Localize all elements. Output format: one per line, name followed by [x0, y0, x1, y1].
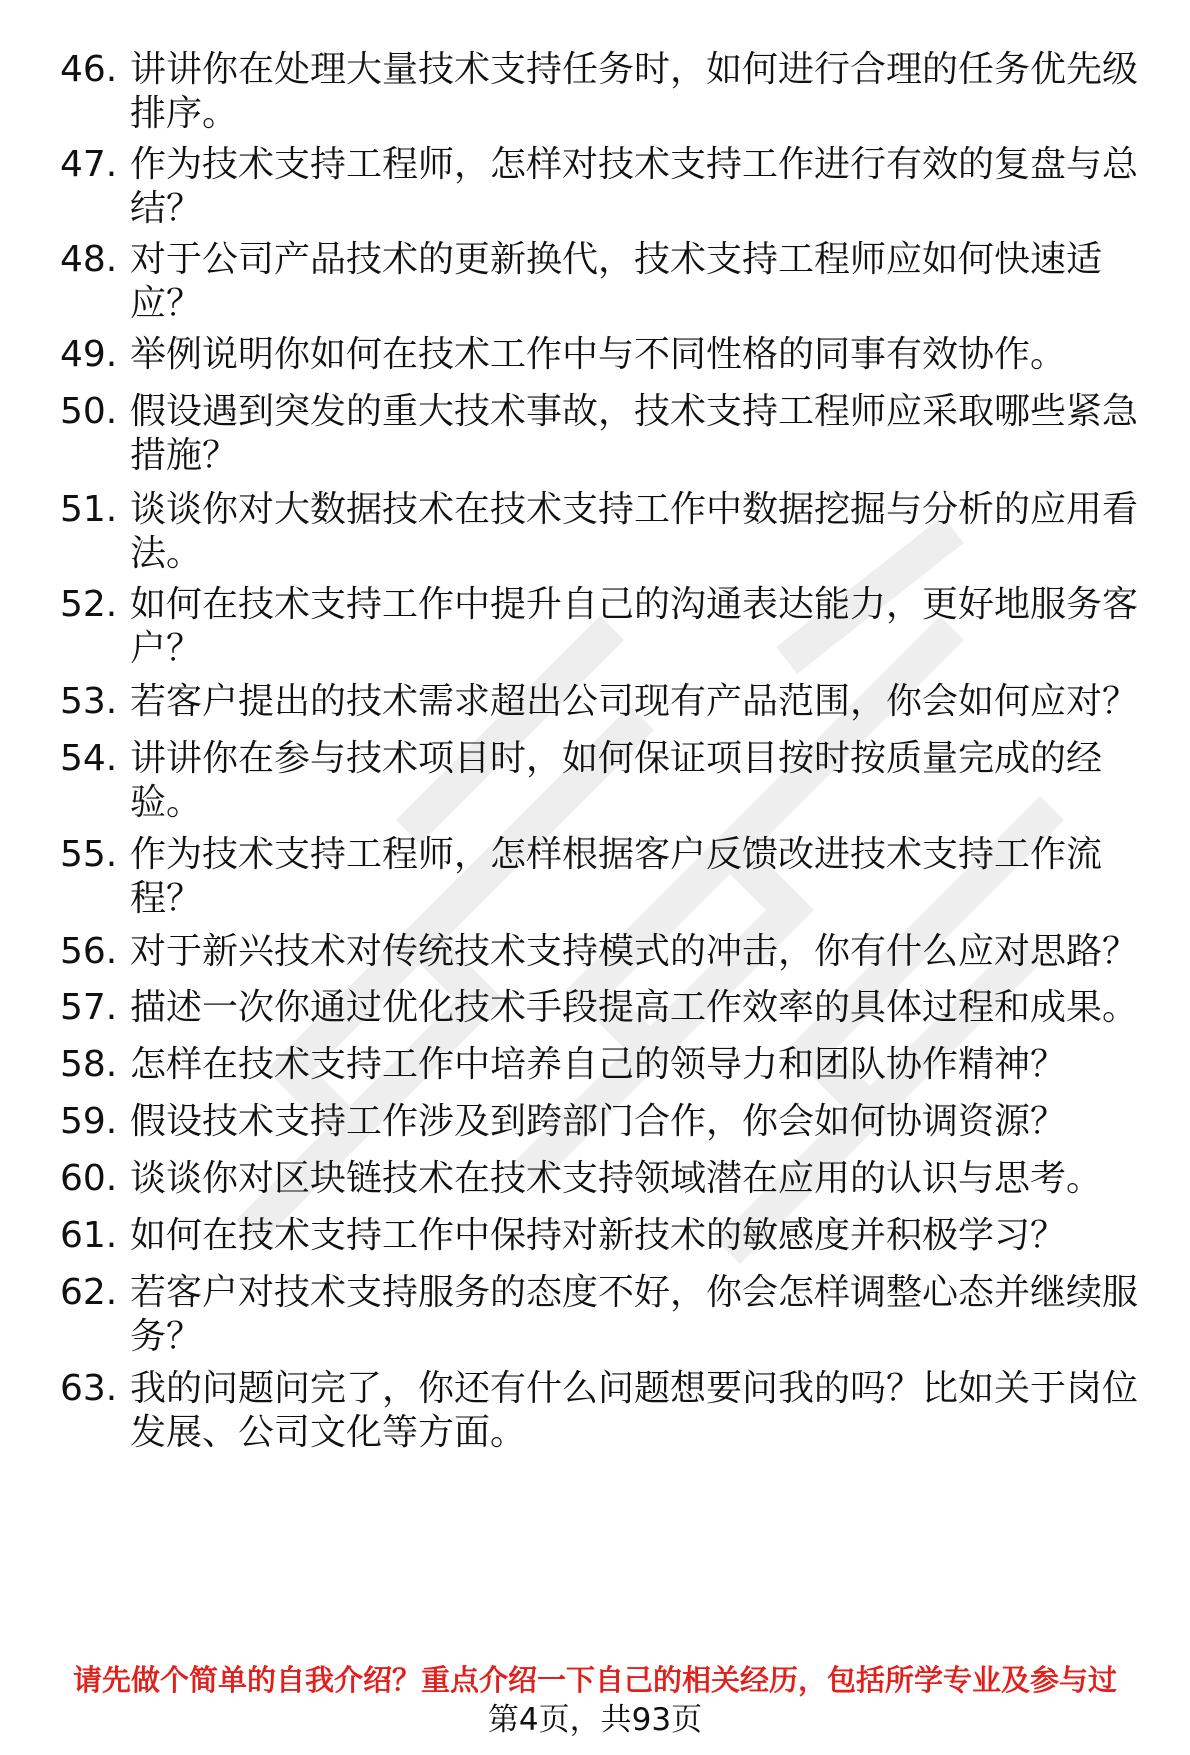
question-number: 46.	[60, 49, 118, 90]
question-item	[60, 930, 1160, 974]
question-text: 讲讲你在参与技术项目时，如何保证项目按时按质量完成的经验。	[130, 738, 1103, 823]
question-item	[60, 143, 1160, 231]
footer-highlight-text: 请先做个简单的自我介绍？重点介绍一下自己的相关经历，包括所学专业及参与过	[72, 1663, 1117, 1697]
question-number: 51.	[60, 489, 118, 530]
question-text: 对于新兴技术对传统技术支持模式的冲击，你有什么应对思路？	[130, 931, 1139, 972]
question-number: 58.	[60, 1044, 118, 1085]
question-item	[60, 333, 1160, 377]
question-item	[60, 1043, 1160, 1087]
question-item	[60, 1157, 1160, 1201]
question-number: 63.	[60, 1368, 118, 1409]
question-item	[60, 1367, 1160, 1455]
question-number: 61.	[60, 1215, 118, 1256]
question-item	[60, 238, 1160, 326]
question-item	[60, 48, 1160, 136]
question-text: 假设技术支持工作涉及到跨部门合作，你会如何协调资源？	[130, 1101, 1067, 1142]
question-item	[60, 488, 1160, 576]
question-number: 55.	[60, 834, 118, 875]
question-text: 我的问题问完了，你还有什么问题想要问我的吗？比如关于岗位发展、公司文化等方面。	[130, 1368, 1139, 1453]
question-number: 60.	[60, 1158, 118, 1199]
question-number: 52.	[60, 584, 118, 625]
question-text: 假设遇到突发的重大技术事故，技术支持工程师应采取哪些紧急措施？	[130, 391, 1139, 476]
question-item	[60, 1100, 1160, 1144]
question-number: 62.	[60, 1272, 118, 1313]
question-text: 谈谈你对区块链技术在技术支持领域潜在应用的认识与思考。	[130, 1158, 1103, 1199]
question-item	[60, 583, 1160, 671]
question-item	[60, 1214, 1160, 1258]
question-text: 谈谈你对大数据技术在技术支持工作中数据挖掘与分析的应用看法。	[130, 489, 1139, 574]
question-item	[60, 1271, 1160, 1359]
question-text: 怎样在技术支持工作中培养自己的领导力和团队协作精神？	[130, 1044, 1067, 1085]
question-text: 对于公司产品技术的更新换代，技术支持工程师应如何快速适应？	[130, 239, 1103, 324]
question-text: 如何在技术支持工作中提升自己的沟通表达能力，更好地服务客户？	[130, 584, 1139, 669]
question-number: 57.	[60, 987, 118, 1028]
question-item	[60, 833, 1160, 921]
question-text: 描述一次你通过优化技术手段提高工作效率的具体过程和成果。	[130, 987, 1139, 1028]
question-item	[60, 680, 1160, 724]
question-number: 47.	[60, 144, 118, 185]
question-item	[60, 390, 1160, 478]
question-item	[60, 737, 1160, 825]
question-number: 59.	[60, 1101, 118, 1142]
question-text: 若客户提出的技术需求超出公司现有产品范围，你会如何应对？	[130, 681, 1139, 722]
question-number: 56.	[60, 931, 118, 972]
question-text: 讲讲你在处理大量技术支持任务时，如何进行合理的任务优先级排序。	[130, 49, 1139, 134]
question-text: 举例说明你如何在技术工作中与不同性格的同事有效协作。	[130, 334, 1067, 375]
question-text: 若客户对技术支持服务的态度不好，你会怎样调整心态并继续服务？	[130, 1272, 1139, 1357]
question-number: 53.	[60, 681, 118, 722]
page-number: 第4页，共93页	[487, 1702, 703, 1738]
question-text: 如何在技术支持工作中保持对新技术的敏感度并积极学习？	[130, 1215, 1067, 1256]
question-number: 48.	[60, 239, 118, 280]
question-number: 54.	[60, 738, 118, 779]
question-number: 49.	[60, 334, 118, 375]
question-text: 作为技术支持工程师，怎样对技术支持工作进行有效的复盘与总结？	[130, 144, 1139, 229]
question-number: 50.	[60, 391, 118, 432]
question-item	[60, 986, 1160, 1030]
question-text: 作为技术支持工程师，怎样根据客户反馈改进技术支持工作流程？	[130, 834, 1103, 919]
